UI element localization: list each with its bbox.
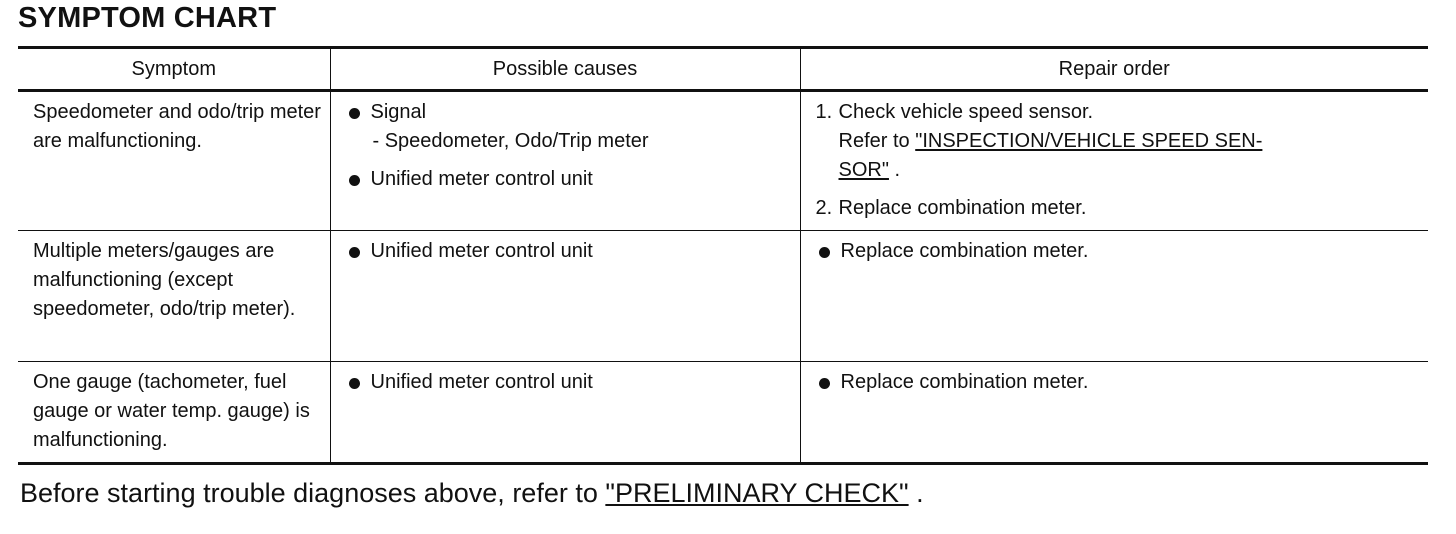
- bullet-icon: [349, 108, 360, 119]
- symptom-cell: [18, 231, 330, 362]
- repair-cell: [800, 362, 1428, 464]
- causes-cell: [330, 91, 800, 231]
- bullet-icon: [819, 247, 830, 258]
- repair-item: [816, 237, 1421, 266]
- cause-item: [346, 165, 792, 194]
- cause-item: [346, 368, 792, 397]
- symptom-text: One gauge (tachometer, fuel gauge or water temp. gauge) is malfunctioning.: [33, 371, 310, 451]
- cause-text: Unified meter control unit: [370, 240, 593, 262]
- refer-suffix: .: [888, 159, 901, 181]
- cause-item: [346, 237, 792, 266]
- repair-item: [816, 368, 1421, 397]
- table-header-row: [18, 48, 1428, 91]
- symptom-text: Speedometer and odo/trip meter are malfunctioning.: [33, 101, 321, 152]
- causes-cell: [330, 231, 800, 362]
- repair-cell: [800, 91, 1428, 231]
- page-title: SYMPTOM CHART: [18, 2, 277, 34]
- table-row: [18, 362, 1428, 464]
- cause-item: [346, 98, 792, 156]
- table-row: [18, 231, 1428, 362]
- cause-subtext: - Speedometer, Odo/Trip meter: [372, 130, 649, 152]
- repair-step: [816, 98, 1421, 185]
- symptom-cell: [18, 362, 330, 464]
- preliminary-check-link[interactable]: "PRELIMINARY CHECK": [605, 478, 909, 508]
- footer-suffix: .: [908, 478, 924, 508]
- bullet-icon: [819, 378, 830, 389]
- header-possible-causes: Possible causes: [330, 48, 800, 91]
- link-text-line1: "INSPECTION/VEHICLE SPEED SEN-: [915, 130, 1263, 152]
- repair-text: Replace combination meter.: [838, 197, 1087, 219]
- symptom-text: Multiple meters/gauges are malfunctioning (except speedometer, odo/trip meter).: [33, 240, 296, 320]
- cause-text: Unified meter control unit: [370, 168, 593, 190]
- repair-text: Replace combination meter.: [840, 240, 1089, 262]
- header-repair-order: Repair order: [800, 48, 1428, 91]
- cause-text: Unified meter control unit: [370, 371, 593, 393]
- bullet-icon: [349, 247, 360, 258]
- bullet-icon: [349, 175, 360, 186]
- bullet-icon: [349, 378, 360, 389]
- repair-step: [816, 194, 1421, 223]
- step-number: 2.: [815, 197, 833, 219]
- repair-cell: [800, 231, 1428, 362]
- symptom-cell: [18, 91, 330, 231]
- footer-note: [20, 478, 924, 509]
- repair-reference: [839, 127, 1421, 185]
- link-text-line2: SOR": [838, 159, 889, 181]
- symptom-chart-table: [18, 46, 1428, 465]
- cause-text: Signal: [370, 101, 427, 123]
- repair-text: Check vehicle speed sensor.: [838, 101, 1094, 123]
- table-row: [18, 91, 1428, 231]
- header-symptom: Symptom: [18, 48, 330, 91]
- repair-text: Replace combination meter.: [840, 371, 1089, 393]
- causes-cell: [330, 362, 800, 464]
- step-number: 1.: [815, 101, 833, 123]
- refer-prefix: Refer to: [838, 130, 910, 152]
- footer-prefix: Before starting trouble diagnoses above, refer to: [20, 478, 606, 508]
